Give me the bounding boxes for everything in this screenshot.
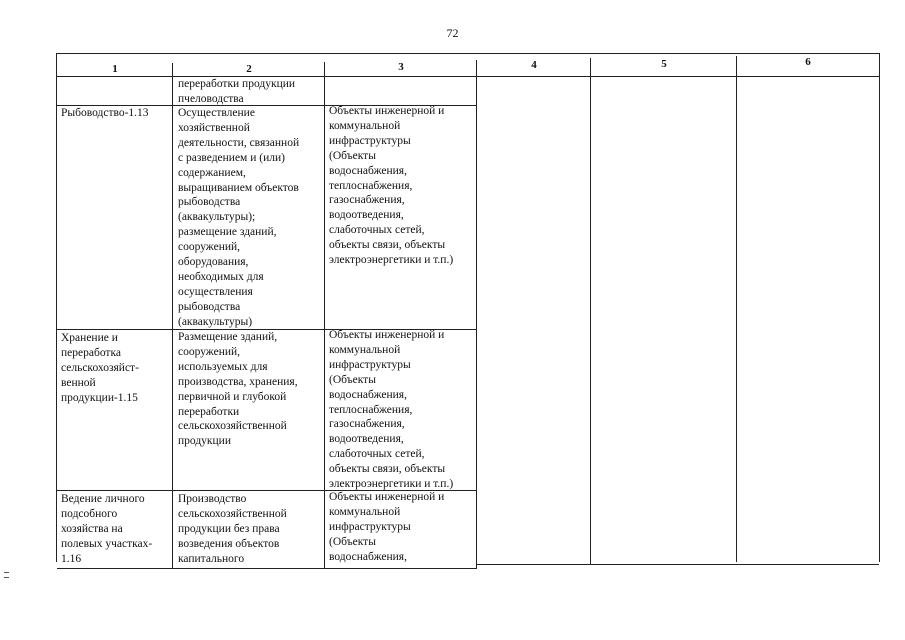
row-storage-processing-col2: Размещение зданий, сооружений, используемых для производства, хранения, первичной и глубокой переработки сельскохозяйственной продукции	[178, 331, 298, 448]
row-fish-farming-col2: Осуществление хозяйственной деятельности, связанной с разведением и (или) содержанием, выращиванием объектов рыбоводства (аквакультуры); размещение зданий, сооружений, оборудования, необходимых для осуществления рыбоводства (аквакультуры)	[178, 107, 300, 328]
row-personal-farming-col2: Производство сельскохозяйственной продукции без права возведения объектов капитального	[178, 493, 287, 565]
row-fish-farming-col1: Рыбоводство-1.13	[61, 107, 149, 119]
margin-mark	[4, 572, 9, 573]
column-header-5: 5	[661, 58, 667, 70]
row-continuation-col2: переработки продукции пчеловодства	[178, 78, 296, 105]
column-header-1: 1	[112, 63, 118, 75]
row-storage-processing-col3: Объекты инженерной и коммунальной инфраструктуры (Объекты водоснабжения, теплоснабжения, газоснабжения, водоотведения, слаботочных сетей, объекты связи, объекты электроэнергетики и т.п.)	[329, 329, 454, 491]
row-personal-farming-col1: Ведение личного подсобного хозяйства на полевых участках- 1.16	[61, 493, 153, 565]
page-number: 72	[446, 26, 459, 40]
column-header-2: 2	[246, 63, 252, 75]
column-header-4: 4	[531, 59, 537, 71]
row-fish-farming-col3: Объекты инженерной и коммунальной инфраструктуры (Объекты водоснабжения, теплоснабжения, газоснабжения, водоотведения, слаботочных сетей, объекты связи, объекты электроэнергетики и т.п.)	[329, 105, 454, 267]
margin-mark	[4, 577, 9, 578]
column-header-3: 3	[398, 61, 404, 73]
row-personal-farming-col3: Объекты инженерной и коммунальной инфраструктуры (Объекты водоснабжения,	[329, 491, 445, 563]
permitted-use-table	[56, 53, 880, 565]
column-header-6: 6	[805, 56, 811, 68]
row-storage-processing-col1: Хранение и переработка сельскохозяйст- венной продукции-1.15	[61, 332, 139, 404]
